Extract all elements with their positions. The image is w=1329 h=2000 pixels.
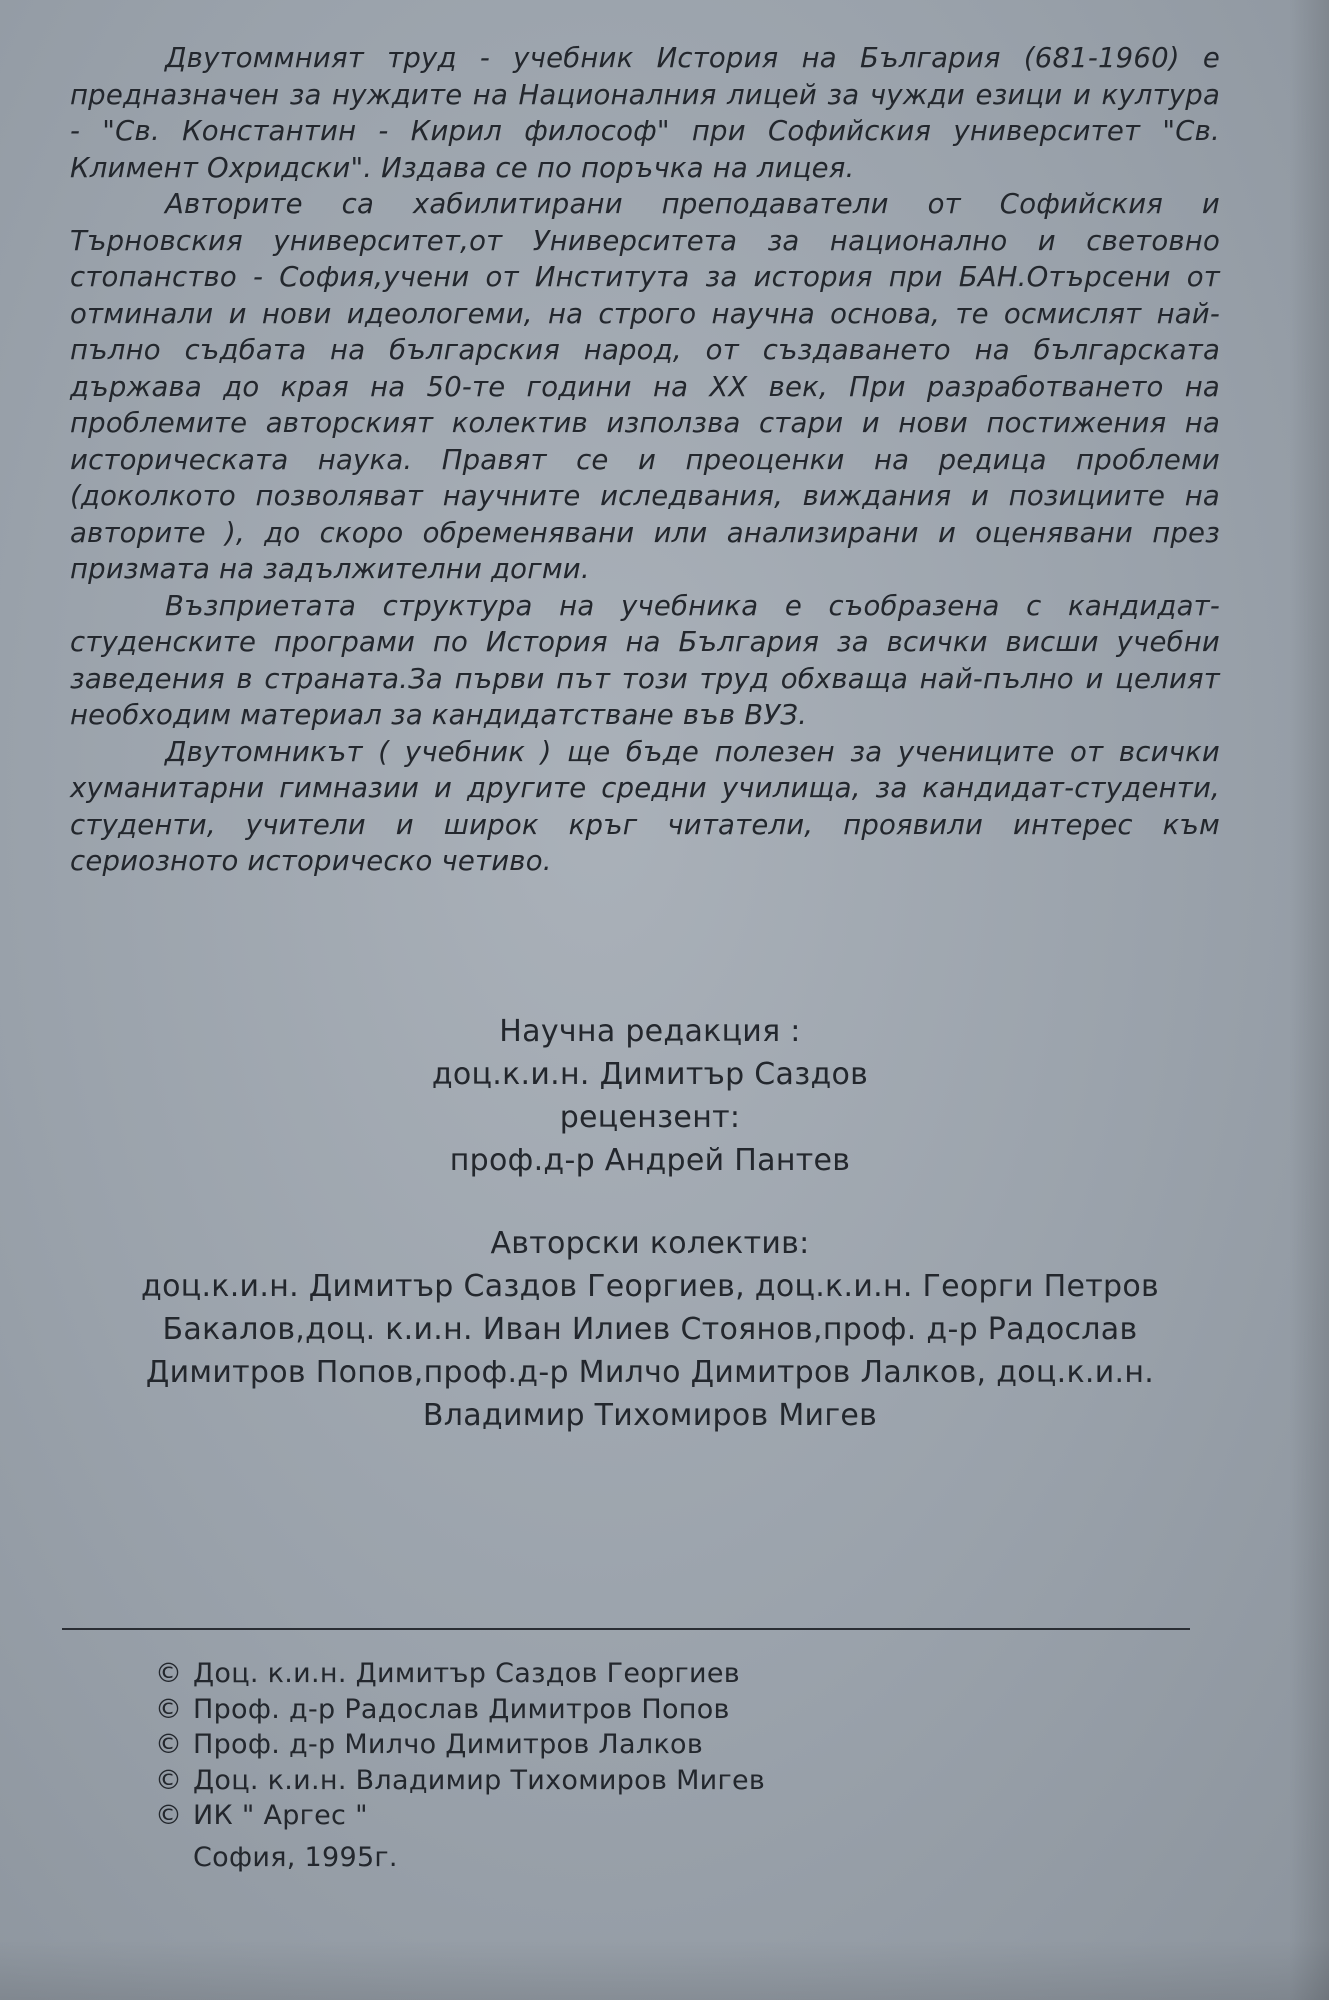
reviewer-name: проф.д-р Андрей Пантев bbox=[449, 1143, 851, 1178]
copyright-holder: ИК " Аргес " bbox=[193, 1800, 368, 1831]
copyright-line bbox=[155, 1656, 765, 1692]
copyright-icon: © bbox=[155, 1658, 183, 1689]
intro-paragraph: Авторите са хабилитирани преподаватели от Софийския и Търновския университет,от Университета за национално и световно стопанство - София,учени от Института за история при БАН.Отърсени от отминали и нови идеологеми, на строго научна основа, те осмислят най-пълно съдбата на българския народ, от създаването на българската държава до края на 50-те години на XX век, При разработването на проблемите авторският колектив използва стари и нови постижения на историческата наука. Правят се и преоценки на редица проблеми (доколкото позволяват научните иследвания, виждания и позициите на авторите ), до скоро обременявани или анализирани и оценявани през призмата на задължителни догми. bbox=[70, 188, 1220, 585]
imprint: София, 1995г. bbox=[193, 1841, 398, 1873]
copyright-line bbox=[155, 1727, 765, 1763]
credits-block bbox=[60, 1010, 1240, 1437]
page-edge-shadow bbox=[1289, 0, 1329, 2000]
copyright-line bbox=[155, 1798, 765, 1834]
copyright-icon: © bbox=[155, 1693, 183, 1725]
reviewer-heading: рецензент: bbox=[559, 1100, 741, 1135]
copyright-icon: © bbox=[155, 1800, 183, 1831]
copyright-holder: Проф. д-р Милчо Димитров Лалков bbox=[193, 1729, 704, 1760]
intro-paragraph: Възприетата структура на учебника е съобразена с кандидат-студенските програми по История на България за всички висши учебни заведения в страната.За първи път този труд обхваща най-пълно и целият необходим материал за кандидатстване във ВУЗ. bbox=[70, 589, 1220, 731]
copyright-holder: Доц. к.и.н. Владимир Тихомиров Мигев bbox=[193, 1764, 766, 1796]
copyright-icon: © bbox=[155, 1764, 183, 1796]
copyright-icon: © bbox=[155, 1729, 183, 1760]
authors-list: доц.к.и.н. Димитър Саздов Георгиев, доц.к.и.н. Георги Петров Бакалов,доц. к.и.н. Иван Илиев Стоянов,проф. д-р Радослав Димитров Попов,проф.д-р Милчо Димитров Лалков, доц.к.и.н. Владимир Тихомиров Мигев bbox=[141, 1269, 1159, 1433]
editor-heading: Научна редакция : bbox=[499, 1014, 801, 1049]
copyright-block bbox=[155, 1656, 765, 1875]
authors-heading: Авторски колектив: bbox=[490, 1226, 810, 1261]
intro-paragraph: Двутомникът ( учебник ) ще бъде полезен за учениците от всички хуманитарни гимназии и другите средни училища, за кандидат-студенти, студенти, учители и широк кръг читатели, проявили интерес към сериозното историческо четиво. bbox=[70, 735, 1220, 877]
page-bottom-shadow bbox=[0, 1940, 1329, 2000]
copyright-line bbox=[155, 1763, 765, 1799]
copyright-holder: Проф. д-р Радослав Димитров Попов bbox=[193, 1693, 730, 1725]
divider-line bbox=[62, 1628, 1190, 1630]
intro-paragraph: Двутоммният труд - учебник История на България (681-1960) е предназначен за нуждите на Националния лицей за чужди езици и култура - "Св. Константин - Кирил философ" при Софийския университет "Св. Климент Охридски". Издава се по поръчка на лицея. bbox=[70, 42, 1220, 184]
intro-text bbox=[70, 40, 1220, 880]
copyright-holder: Доц. к.и.н. Димитър Саздов Георгиев bbox=[193, 1658, 741, 1689]
spacer bbox=[60, 1182, 1240, 1222]
copyright-line bbox=[155, 1692, 765, 1728]
editor-name: доц.к.и.н. Димитър Саздов bbox=[431, 1057, 869, 1092]
